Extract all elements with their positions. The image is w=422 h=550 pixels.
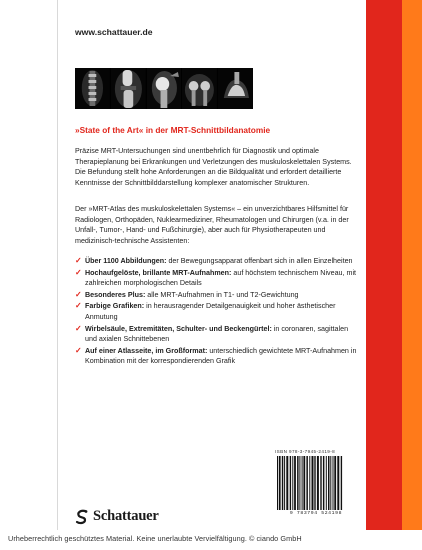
list-item xyxy=(75,268,361,289)
mri-foot-icon xyxy=(218,68,253,109)
publisher-name: Schattauer xyxy=(93,508,159,524)
list-item-bold: Besonderes Plus: xyxy=(85,290,146,299)
list-item xyxy=(75,301,361,322)
mri-image-strip xyxy=(75,68,253,109)
checkmark-icon: ✓ xyxy=(75,323,82,333)
checkmark-icon: ✓ xyxy=(75,289,82,299)
audience-paragraph xyxy=(75,204,360,246)
list-item-bold: Wirbelsäule, Extremitäten, Schulter- und Beckengürtel: xyxy=(85,324,272,333)
mri-knee-icon xyxy=(111,68,146,109)
checkmark-icon: ✓ xyxy=(75,267,82,277)
list-item-bold: Auf einer Atlasseite, im Großformat: xyxy=(85,346,208,355)
list-item xyxy=(75,324,361,345)
feature-list xyxy=(75,256,361,368)
list-item xyxy=(75,290,361,301)
red-spine-stripe xyxy=(366,0,402,530)
list-item xyxy=(75,346,361,367)
list-item-text: in coronaren, sagittalen und axialen Schnittebenen xyxy=(85,324,349,344)
publisher-logo xyxy=(75,508,159,525)
checkmark-icon: ✓ xyxy=(75,256,82,265)
publisher-website: www.schattauer.de xyxy=(75,27,153,37)
copyright-footer xyxy=(0,530,422,550)
list-item xyxy=(75,256,361,267)
barcode-number: 9 783794 524198 xyxy=(289,511,343,516)
list-item-text: alle MRT-Aufnahmen in T1- und T2-Gewichtung xyxy=(145,290,299,299)
list-item-bold: Farbige Grafiken: xyxy=(85,302,145,311)
list-item-text: der Bewegungsapparat offenbart sich in allen Einzelheiten xyxy=(166,257,353,265)
headline: »State of the Art« in der MRT-Schnittbildanatomie xyxy=(75,125,271,135)
copyright-notice: Urheberrechtlich geschütztes Material. Keine unerlaubte Vervielfältigung. © ciando GmbH xyxy=(8,534,302,543)
list-item-text: auf höchstem technischem Niveau, mit zahlreichen morphologischen Details xyxy=(85,268,357,288)
audience-paragraph-rest: Radiologen, Orthopäden, Nuklearmediziner, Rheumatologen und Chirurgen (v.a. in der Unfall-, Tumor-, Hand- und Fußchirurgie), aber auch für Physiotherapeuten und medizinisch-technische Assistenten: xyxy=(75,215,349,245)
list-item-bold: Hochaufgelöste, brillante MRT-Aufnahmen: xyxy=(85,268,232,277)
list-item-text: unterschiedlich gewichtete MRT-Aufnahmen in Kombination mit der korrespondierenden Grafik xyxy=(85,346,357,366)
audience-paragraph-line1: Der »MRT-Atlas des muskuloskelettalen Systems« – ein unverzichtbares Hilfsmittel für xyxy=(75,205,349,213)
mri-joint-icon xyxy=(147,68,182,109)
mri-hip-icon xyxy=(182,68,217,109)
checkmark-icon: ✓ xyxy=(75,345,82,355)
barcode-icon xyxy=(275,456,357,510)
list-item-text: in herausragender Detailgenauigkeit und hoher ästhetischer Anmutung xyxy=(85,302,336,321)
cover-edge-line xyxy=(57,0,58,530)
mri-spine-icon xyxy=(75,68,110,109)
isbn-text: ISBN 978-3-7945-2419-8 xyxy=(275,449,336,454)
schattauer-logo-icon xyxy=(75,509,89,525)
checkmark-icon: ✓ xyxy=(75,301,82,311)
intro-paragraph: Präzise MRT-Untersuchungen sind unentbehrlich für Diagnostik und optimale Therapieplanung bei Erkrankungen und Verletzungen des muskuloskelettalen Systems. Die Befundung stellt hohe Anforderungen an die Bildqualität und erfordert detaillierte Kenntnisse der Schnittbilddarstellung komplexer anatomischer Strukturen. xyxy=(75,147,352,187)
orange-spine-stripe xyxy=(402,0,422,530)
list-item-bold: Über 1100 Abbildungen: xyxy=(85,257,167,265)
